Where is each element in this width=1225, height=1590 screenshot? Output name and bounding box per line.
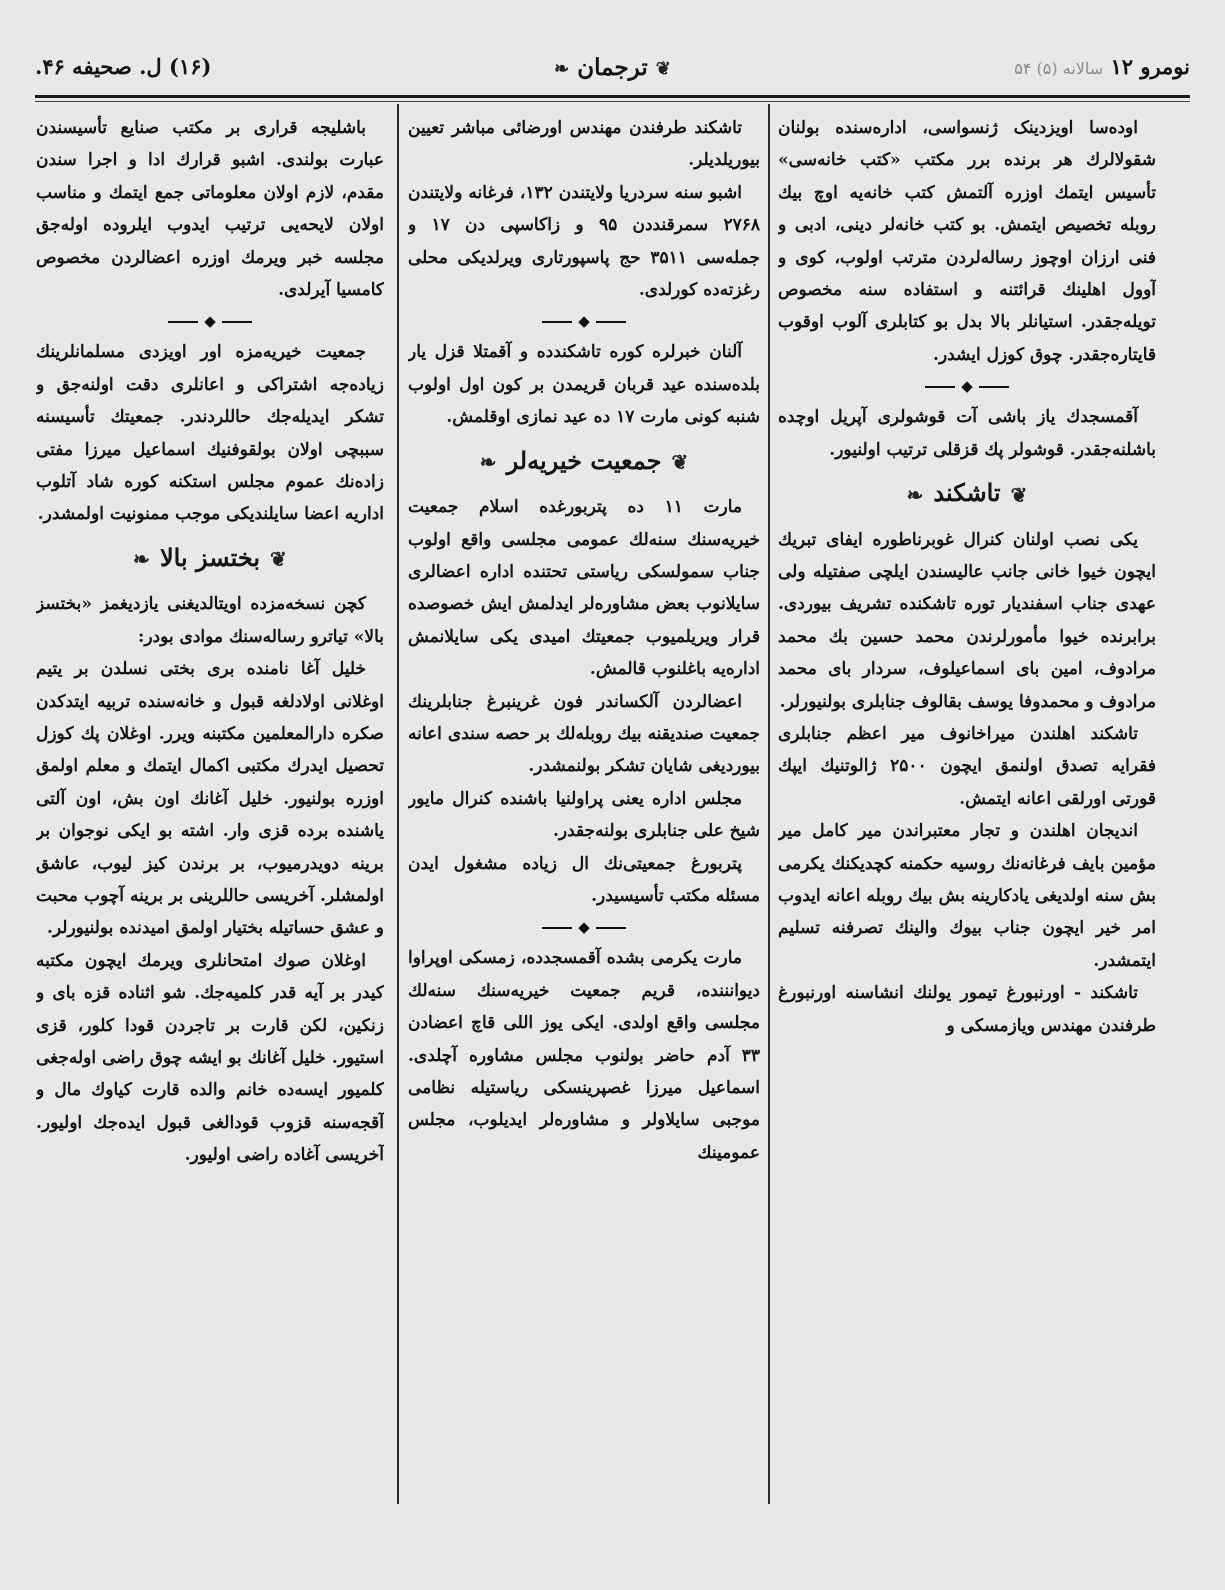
- floral-ornament-icon: ❧: [479, 450, 497, 475]
- article-paragraph: مارت یکرمی بشده آقمسجدده، زمسکی اوپراوا دیوانننده، قریم جمعیت خیریه‌سنك سنه‌لك مجلسی واقع اولدی. ایکی یوز اللی قاچ اعضادن ۳۳ آدم حاضر بولنوب مجلس مشاوره آچلدی. اسماعیل میرزا غصپرینسکی ریاستیله نظامی موجبی سایلاولر و مشاوره‌لر ایدیلوب، مجلس عمومینك: [408, 948, 760, 1163]
- article-paragraph: اوده‌سا اویزدینک ژنسواسی، اداره‌سنده بولنان شقولالرك هر برنده برر مکتب «کتب خانه‌سی» تأسیس ایتمك اوزره آلتمش کتب خانه‌یه اوچ بیك روبله تخصیص ایتمش. بو کتب خانه‌لر دینی، ادبی و فنی ارزان اوچوز رساله‌لردن مترتب اولوب، کوی و آوول اهلینك قرائتنه و استفاده سنه مخصوص تویله‌جقدر. استیانلر بالا بدل بو کتابلری آلوب اوقوب قایتاره‌جقدر. چوق کوزل ایشدر.: [778, 118, 1156, 365]
- article-paragraph: تاشکند - اورنبورغ تیمور یولنك انشاسنه اورنبورغ طرفندن مهندس ویازمسکی و: [778, 983, 1156, 1036]
- section-heading-tashkent: [778, 472, 1156, 516]
- page-header: [35, 46, 1190, 92]
- column-right: [778, 112, 1156, 1532]
- floral-ornament-icon: ❦: [270, 547, 287, 572]
- column-divider: [397, 104, 399, 1504]
- article-paragraph: جمعیت خیریه‌مزه اور اویزدی مسلمانلرینك زیاده‌جه اشتراکی و اعانلری دقت اولنه‌جق و تشکر ایدیله‌جك حاللردندر. جمعیتك تأسیسنه سببچی اولان بولقوفنیك اسماعیل میرزا مفتی زاده‌نك عموم مجلس استکنه کوره شاد آتلوب اداریه اعضا سایلندیکی موجب ممنونیت اولمشدر.: [36, 342, 384, 525]
- article-paragraph: آقمسجدك یاز باشی آت قوشولری آپریل اوچده باشلنه‌جقدر. قوشولر پك قزقلی ترتیب اولنیور.: [778, 407, 1156, 460]
- section-title: جمعیت خیریه‌لر: [506, 445, 662, 475]
- separator: [36, 310, 384, 332]
- separator: [408, 916, 760, 938]
- article-paragraph: تاشکند اهلندن میراخانوف میر اعظم جنابلری فقرایه تصدق اولنمق ایچون ۲۵۰۰ ژالوتنیك ایپك قورتی اورلقی اعانه ایتمش.: [778, 724, 1156, 809]
- column-middle: [408, 112, 760, 1532]
- article-paragraph: آلنان خبرلره کوره تاشکندده و آقمتلا قزل یار بلده‌سنده عید قربان قریمدن بر کون اول اولوب شنبه کونی مارت ۱۷ ده عید نمازی اوقلمش.: [408, 342, 760, 428]
- article-paragraph: کچن نسخه‌مزده اویتالدیغنی یازدیغمز «بختسز بالا» تیاترو رساله‌سنك موادی بودر:: [36, 594, 384, 647]
- diamond-separator-icon: ◆: [204, 312, 216, 331]
- article-paragraph: تاشکند طرفندن مهندس اورضائی مباشر تعیین بیوریلدیلر.: [408, 118, 760, 171]
- article-paragraph: اوغلان صوك امتحانلری ویرمك ایچون مکتبه کیدر بر آیه قدر کلمیه‌جك. شو اثناده قزه بای و زنکین، لکن قارت بر تاجردن قودا کلور، قزی استیور. خلیل آغانك بو ایشه چوق راضی اوله‌جغی کلمیور ایسه‌ده خانم والده قارت کیاوك مال و آقجه‌سنه قزوب قودالغی قبول ایده‌جك اولیور. آخریسی آغاده راضی اولیور.: [36, 950, 384, 1166]
- section-heading-bakhtsiz-bala: [36, 537, 384, 581]
- header-rule: [35, 95, 1190, 98]
- header-rule-thin: [35, 101, 1190, 102]
- issue-number: [1014, 54, 1190, 79]
- floral-ornament-icon: ❦: [671, 450, 689, 475]
- diamond-separator-icon: ◆: [578, 918, 590, 937]
- floral-ornament-icon: ❧: [554, 58, 570, 80]
- section-heading-charity: [408, 440, 760, 484]
- article-paragraph: یکی نصب اولنان کنرال غوبرناطوره ایفای تبریك ایچون خیوا خانی جانب عالیسندن ایلچی صفتیله ولی عهدی جناب اسفندیار توره تاشکنده تشریف بیوردی. برابرنده خیوا مأمورلرندن محمد حسین بك محمد مرادوف، امین بای اسماعیلوف، سردار بای محمد مرادوف و محمدوفا یوسف بقالوف جنابلری بولنیورلر.: [778, 529, 1156, 712]
- newspaper-title: [554, 54, 671, 81]
- separator: [408, 310, 760, 332]
- floral-ornament-icon: ❧: [133, 547, 150, 572]
- article-paragraph: باشلیجه قراری بر مکتب صنایع تأسیسندن عبارت بولندی. اشبو قرارك ادا و اجرا سندن مقدم، لازم اولان معلوماتی جمع ایتمك و مناسب اولان لایحه‌یی ترتیب ایدوب ایلروده اوله‌جق مجلسه خبر ویرمك اوزره اعضالردن مخصوص کامسیا آیرلدی.: [36, 118, 384, 301]
- column-divider: [768, 104, 770, 1504]
- article-paragraph: پتربورغ جمعیتی‌نك ال زیاده مشغول ایدن مسئله مکتب تأسیسیدر.: [408, 853, 760, 907]
- floral-ornament-icon: ❧: [906, 482, 924, 507]
- article-paragraph: خلیل آغا نامنده بری بختی نسلدن بر یتیم اوغلانی اولادلغه قبول و خانه‌سنده تربیه ایتدکدن صکره دارالمعلمین مکتبنه ویرر. اوغلان پك کوزل تحصیل ایدرك مکتبی اکمال ایتمك و معلم اولمق اوزره بولنیور. خلیل آغانك اون بش، اون آلتی یاشنده برده قزی وار. اشته بو ایکی نوجوان بر برینه دویدرمیوب، بر برندن کیز لیوب، عاشق اولمشلر. آخریسی حاللرینی بر برینه آچوب محبت و عشق حساتیله بختیار اولمق امیدنده بولنیورلر.: [36, 659, 384, 939]
- issue-label: نومرو ۱۲: [1110, 54, 1190, 79]
- section-title: بختسز بالا: [159, 542, 261, 572]
- article-paragraph: اعضالردن آلکساندر فون غرینبرغ جنابلرینك جمعیت صندیقنه بیك روبله‌لك بر حصه سندی اعانه بیوردیغی شایان تشکر بولنمشدر.: [408, 691, 760, 777]
- page-reference: (۱۶) ل. صحیفه ۴۶.: [35, 54, 212, 79]
- diamond-separator-icon: ◆: [578, 312, 590, 331]
- article-paragraph: مجلس اداره یعنی پراولنیا باشنده کنرال مایور شیخ علی جنابلری بولنه‌جقدر.: [408, 788, 760, 842]
- floral-ornament-icon: ❦: [655, 58, 671, 80]
- column-left: [36, 112, 384, 1532]
- article-paragraph: مارت ۱۱ ده پتربورغده اسلام جمعیت خیریه‌سنك سنه‌لك عمومی مجلسی واقع اولوب جناب سمولسکی ریاستی تحتنده اداره اعضالری سایلانوب بعض مشاوره‌لر ایدلمش ایش خصوصده قرار ویریلمیوب جمعیتك امیدی یکی سایلانمش اداره‌یه باغلنوب قالمش.: [408, 497, 760, 680]
- section-title: تاشکند: [933, 478, 1001, 508]
- article-paragraph: اشبو سنه سردریا ولایتندن ۱۳۲، فرغانه ولایتندن ۲۷۶۸ سمرقنددن ۹۵ و زاکاسپی دن ۱۷ و جمله‌سی ۳۵۱۱ حج پاسپورتاری ویرلدیکی محلی رغزته‌ده کورلدی.: [408, 182, 760, 301]
- newspaper-title-text: ترجمان: [577, 54, 648, 81]
- floral-ornament-icon: ❦: [1010, 482, 1028, 507]
- article-paragraph: اندیجان اهلندن و تجار معتبراندن میر کامل میر مؤمین بایف فرغانه‌نك روسیه حکمنه کچدیکنك یکرمی بش سنه اولدیغی یادکارینه بش بیك روبله اعانه ایدوب امر خیر ایچون جناب بیوك والینك تصرفنه تسلیم ایتمشدر.: [778, 821, 1156, 971]
- issue-faint-text: سالانه (۵) ۵۴: [1014, 59, 1104, 78]
- diamond-separator-icon: ◆: [961, 377, 973, 396]
- separator: [778, 375, 1156, 397]
